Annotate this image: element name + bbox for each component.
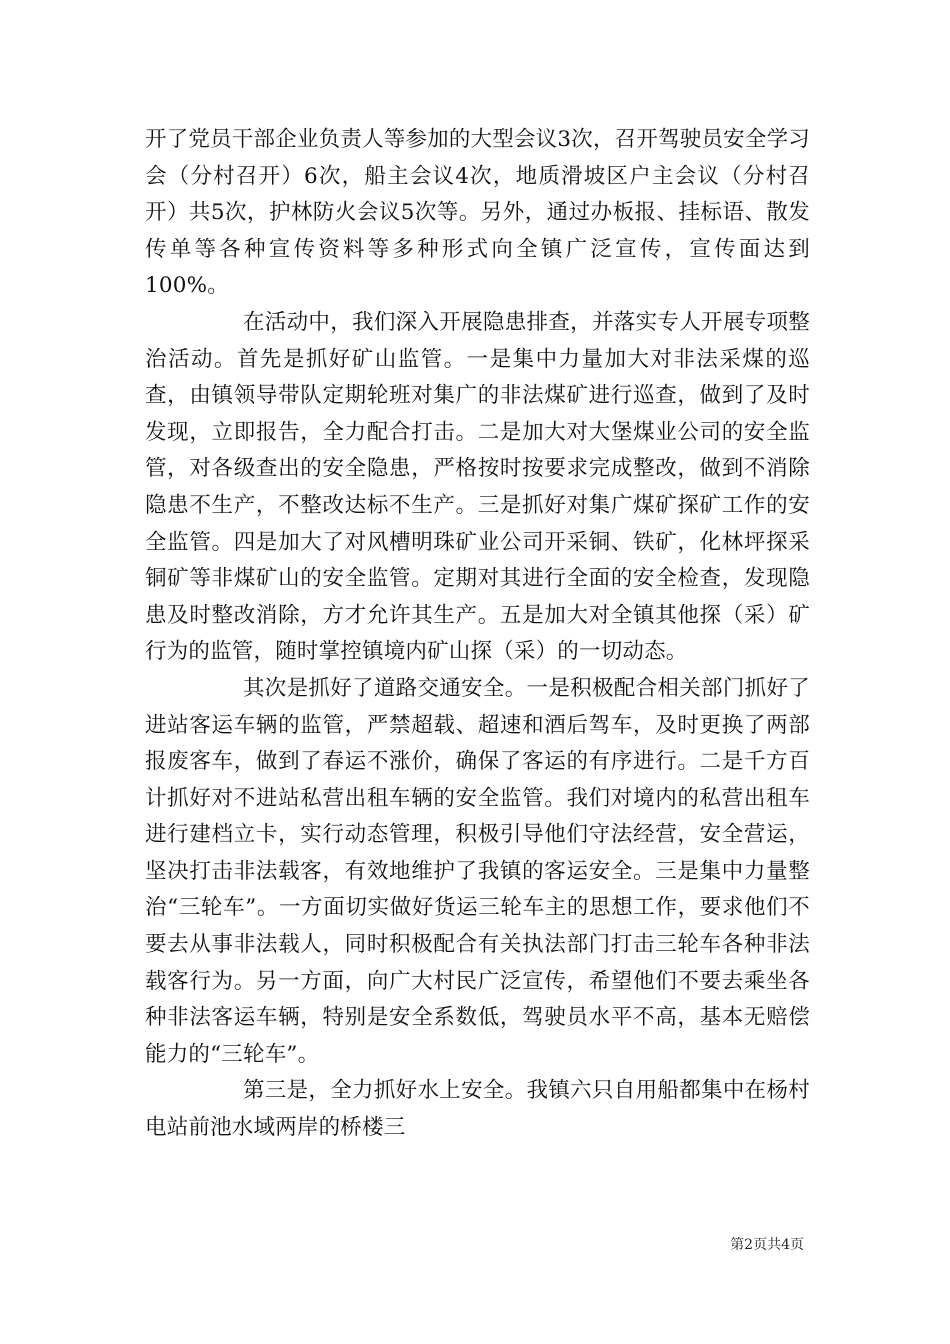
paragraph-3: 其次是抓好了道路交通安全。一是积极配合相关部门抓好了进站客运车辆的监管，严禁超载、超速和酒后驾车，及时更换了两部报废客车，做到了春运不涨价，确保了客运的有序进行。二是千方百计抓好对不进站私营出租车辆的安全监管。我们对境内的私营出租车进行建档立卡，实行动态管理，积极引导他们守法经营，安全营运，坚决打击非法载客，有效地维护了我镇的客运安全。三是集中力量整治“三轮车”。一方面切实做好货运三轮车主的思想工作，要求他们不要去从事非法载人，同时积极配合有关执法部门打击三轮车各种非法载客行为。另一方面，向广大村民广泛宣传，希望他们不要去乘坐各种非法客运车辆，特别是安全系数低，驾驶员水平不高，基本无赔偿能力的“三轮车”。: [145, 675, 810, 1067]
body-text: [145, 122, 810, 1147]
page-number: 第2页共4页: [730, 1237, 804, 1253]
paragraph-1: 开了党员干部企业负责人等参加的大型会议3次，召开驾驶员安全学习会（分村召开）6次，船主会议4次，地质滑坡区户主会议（分村召开）共5次，护林防火会议5次等。另外，通过办板报、挂标语、散发传单等各种宣传资料等多种形式向全镇广泛宣传，宣传面达到100%。: [145, 127, 810, 299]
paragraph-2: 在活动中，我们深入开展隐患排查，并落实专人开展专项整治活动。首先是抓好矿山监管。一是集中力量加大对非法采煤的巡查，由镇领导带队定期轮班对集广的非法煤矿进行巡查，做到了及时发现，立即报告，全力配合打击。二是加大对大堡煤业公司的安全监管，对各级查出的安全隐患，严格按时按要求完成整改，做到不消除隐患不生产，不整改达标不生产。三是抓好对集广煤矿探矿工作的安全监管。四是加大了对风槽明珠矿业公司开采铜、铁矿，化林坪探采铜矿等非煤矿山的安全监管。定期对其进行全面的安全检查，发现隐患及时整改消除，方才允许其生产。五是加大对全镇其他探（采）矿行为的监管，随时掌控镇境内矿山探（采）的一切动态。: [145, 309, 810, 665]
paragraph-4: 第三是，全力抓好水上安全。我镇六只自用船都集中在杨村电站前池水域两岸的桥楼三: [145, 1078, 810, 1141]
